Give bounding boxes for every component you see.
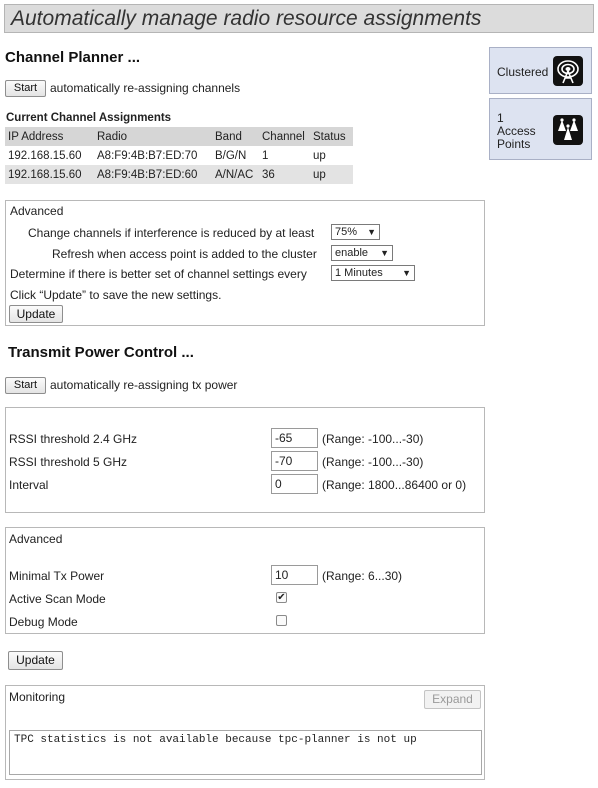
- clustered-label: Clustered: [497, 65, 549, 79]
- channel-update-button[interactable]: Update: [9, 305, 63, 323]
- min-tx-range: (Range: 6...30): [322, 569, 403, 583]
- determine-label: Determine if there is better set of channel settings every: [10, 267, 307, 281]
- cell-channel: 36: [259, 165, 310, 184]
- update-note: Click “Update” to save the new settings.: [10, 288, 222, 302]
- channel-planner-heading: Channel Planner ...: [5, 49, 141, 66]
- table-row: [5, 165, 353, 184]
- monitoring-output: [9, 730, 482, 775]
- tpc-settings-panel: [5, 407, 485, 513]
- interference-label: Change channels if interference is reduced by at least: [28, 226, 315, 240]
- tpc-update-button[interactable]: Update: [8, 651, 63, 670]
- cell-band: B/G/N: [215, 149, 247, 162]
- monitoring-legend: Monitoring: [9, 690, 66, 704]
- col-band: Band: [212, 127, 259, 146]
- rssi5-range: (Range: -100...-30): [322, 455, 424, 469]
- tpc-start-button[interactable]: Start: [5, 377, 46, 394]
- rssi5-input[interactable]: -70: [271, 451, 318, 471]
- table-header-row: [5, 127, 353, 146]
- tpc-start-text: automatically re-assigning tx power: [50, 378, 238, 392]
- min-tx-input[interactable]: 10: [271, 565, 318, 585]
- refresh-label: Refresh when access point is added to the cluster: [52, 247, 317, 261]
- col-radio: Radio: [94, 127, 212, 146]
- debug-checkbox[interactable]: [276, 615, 287, 626]
- cell-channel: 1: [262, 149, 269, 162]
- cell-status: up: [313, 149, 326, 162]
- checkmark-icon: ✔: [277, 592, 286, 603]
- access-points-widget[interactable]: [489, 98, 592, 160]
- interference-select-value: 75%: [335, 226, 358, 238]
- rssi24-label: RSSI threshold 2.4 GHz: [9, 432, 138, 446]
- interference-select[interactable]: [331, 224, 380, 240]
- clustered-widget[interactable]: [489, 47, 592, 94]
- active-scan-checkbox[interactable]: [276, 592, 287, 603]
- tpc-advanced-legend: Advanced: [9, 532, 63, 546]
- cell-ip: 192.168.15.60: [8, 149, 82, 162]
- refresh-select[interactable]: [331, 245, 393, 261]
- col-channel: Channel: [259, 127, 310, 146]
- cell-band: A/N/AC: [212, 165, 259, 184]
- chevron-down-icon: ▼: [367, 227, 376, 237]
- channel-start-text: automatically re-assigning channels: [50, 81, 241, 95]
- cell-radio: A8:F9:4B:B7:ED:70: [97, 149, 198, 162]
- ap-label-points: Points: [497, 137, 531, 151]
- channel-advanced-legend: Advanced: [10, 204, 64, 218]
- interval-label: Interval: [9, 478, 49, 492]
- rssi24-range: (Range: -100...-30): [322, 432, 424, 446]
- tpc-advanced-panel: [5, 527, 485, 634]
- table-row: [5, 146, 353, 165]
- determine-select[interactable]: [331, 265, 415, 281]
- ap-label-access: Access: [497, 124, 536, 138]
- monitoring-message: TPC statistics is not available because tpc-planner is not up: [14, 734, 417, 746]
- cell-radio: A8:F9:4B:B7:ED:60: [94, 165, 212, 184]
- rssi5-label: RSSI threshold 5 GHz: [9, 455, 128, 469]
- access-points-icon: [553, 115, 583, 145]
- active-scan-label: Active Scan Mode: [9, 592, 106, 606]
- channel-start-button[interactable]: Start: [5, 80, 46, 97]
- cluster-antenna-icon: [553, 56, 583, 86]
- rssi24-input[interactable]: -65: [271, 428, 318, 448]
- channel-assignments-table: [5, 127, 353, 184]
- chevron-down-icon: ▼: [380, 248, 389, 258]
- monitoring-panel: [5, 685, 485, 780]
- col-status: Status: [310, 127, 353, 146]
- ap-count: 1: [497, 111, 504, 125]
- channel-advanced-panel: [5, 200, 485, 326]
- interval-range: (Range: 1800...86400 or 0): [322, 478, 467, 492]
- chevron-down-icon: ▼: [402, 268, 411, 278]
- col-ip-address: IP Address: [5, 127, 94, 146]
- assignments-title: Current Channel Assignments: [6, 112, 172, 124]
- debug-label: Debug Mode: [9, 615, 78, 629]
- cell-ip: 192.168.15.60: [5, 165, 94, 184]
- tpc-heading: Transmit Power Control ...: [8, 344, 194, 361]
- expand-button[interactable]: Expand: [424, 690, 481, 709]
- refresh-select-value: enable: [335, 247, 369, 259]
- determine-select-value: 1 Minutes: [335, 267, 383, 279]
- interval-input[interactable]: 0: [271, 474, 318, 494]
- page-title-bar: [4, 4, 594, 33]
- min-tx-label: Minimal Tx Power: [9, 569, 105, 583]
- page-title: Automatically manage radio resource assignments: [11, 7, 482, 30]
- cell-status: up: [310, 165, 353, 184]
